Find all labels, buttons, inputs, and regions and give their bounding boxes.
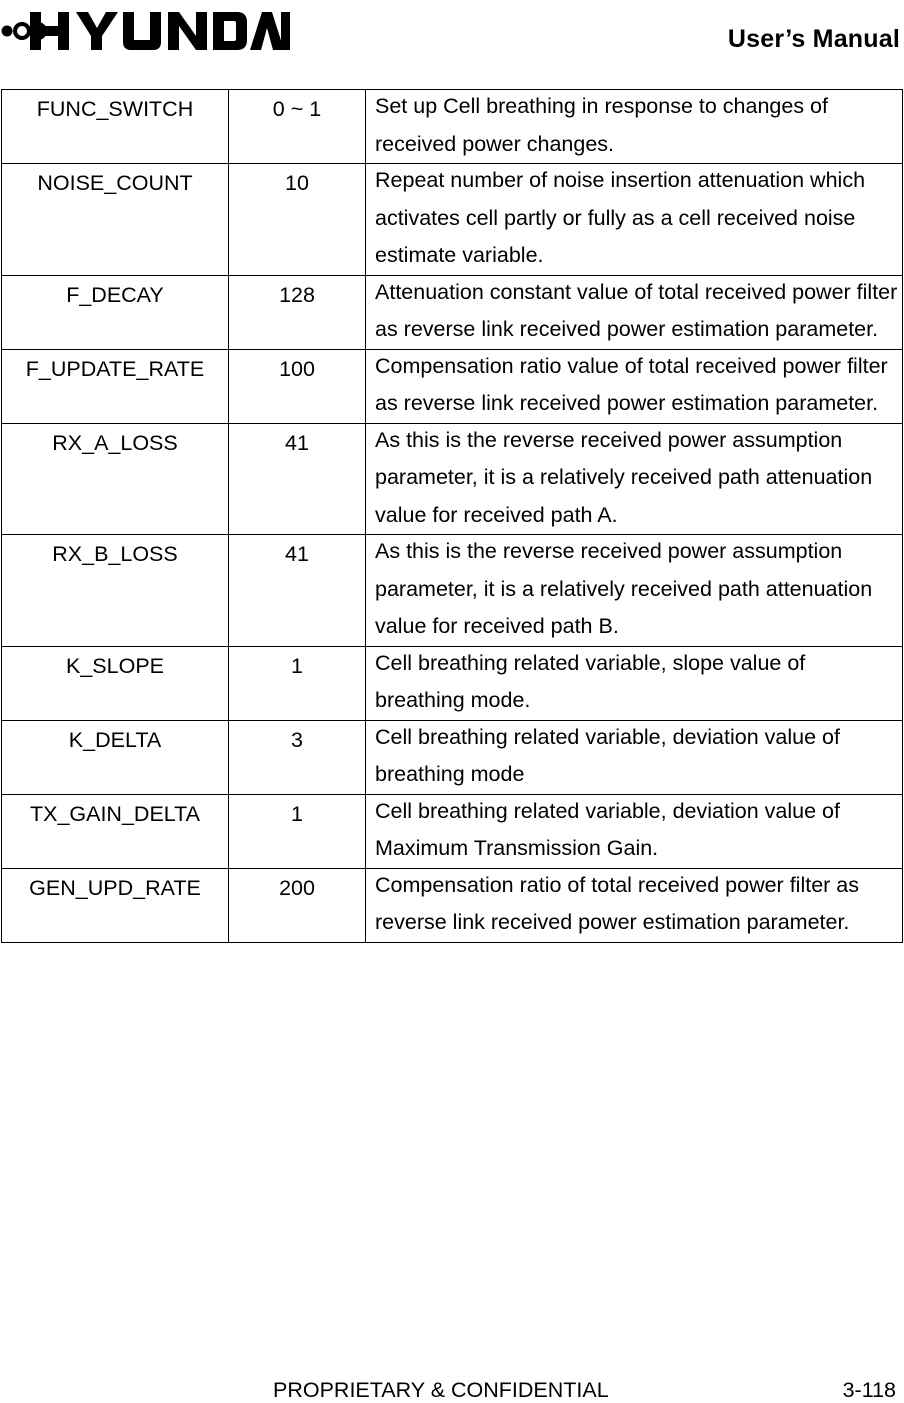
param-value-cell: 41 (229, 423, 366, 535)
table-row (2, 275, 903, 349)
param-description-cell (366, 868, 903, 942)
param-name-cell: TX_GAIN_DELTA (2, 794, 229, 868)
table-row (2, 794, 903, 868)
param-description-text: Cell breathing related variable, deviation value of breathing mode (375, 724, 840, 786)
table-row (2, 535, 903, 647)
param-name-cell: GEN_UPD_RATE (2, 868, 229, 942)
param-value-cell: 10 (229, 164, 366, 276)
param-description-text: Cell breathing related variable, deviation value of Maximum Transmission Gain. (375, 798, 840, 860)
param-name-cell: FUNC_SWITCH (2, 90, 229, 164)
table-row (2, 646, 903, 720)
manual-title: User’s Manual (727, 25, 900, 53)
param-description-text: Repeat number of noise insertion attenuation which activates cell partly or fully as a cell received noise estimate variable. (375, 168, 866, 267)
param-name-cell: RX_B_LOSS (2, 535, 229, 647)
param-description-cell (366, 720, 903, 794)
param-name-cell: K_DELTA (2, 720, 229, 794)
param-description-cell (366, 90, 903, 164)
param-description-cell (366, 164, 903, 276)
param-name-cell: NOISE_COUNT (2, 164, 229, 276)
table-row (2, 164, 903, 276)
param-name-cell: F_DECAY (2, 275, 229, 349)
table-row (2, 720, 903, 794)
param-name-cell: RX_A_LOSS (2, 423, 229, 535)
table-row (2, 423, 903, 535)
param-value-cell: 3 (229, 720, 366, 794)
param-value-cell: 200 (229, 868, 366, 942)
param-description-cell (366, 535, 903, 647)
param-description-text: Set up Cell breathing in response to changes of received power changes. (375, 94, 828, 156)
parameter-table-body (2, 90, 903, 943)
param-description-text: Attenuation constant value of total received power filter as reverse link received power estimation parameter. (375, 279, 898, 341)
param-value-cell: 1 (229, 794, 366, 868)
param-name-cell: K_SLOPE (2, 646, 229, 720)
hyundai-logo (0, 4, 300, 48)
confidential-notice: PROPRIETARY & CONFIDENTIAL (273, 1378, 609, 1402)
param-description-text: Compensation ratio of total received power filter as reverse link received power estimation parameter. (375, 872, 859, 934)
table-row (2, 868, 903, 942)
param-value-cell: 100 (229, 349, 366, 423)
param-value-cell: 1 (229, 646, 366, 720)
page-header (0, 0, 904, 60)
param-value-cell: 41 (229, 535, 366, 647)
param-value-cell: 128 (229, 275, 366, 349)
page-footer (0, 1378, 904, 1402)
table-row (2, 349, 903, 423)
param-description-cell (366, 423, 903, 535)
page-number: 3-118 (842, 1378, 896, 1402)
param-description-text: Compensation ratio value of total received power filter as reverse link received power estimation parameter. (375, 353, 888, 415)
table-row (2, 90, 903, 164)
param-description-text: As this is the reverse received power assumption parameter, it is a relatively received path attenuation value for received path A. (375, 427, 873, 527)
param-name-cell: F_UPDATE_RATE (2, 349, 229, 423)
param-description-cell (366, 349, 903, 423)
param-description-cell (366, 275, 903, 349)
param-description-cell (366, 794, 903, 868)
param-description-cell (366, 646, 903, 720)
param-value-cell: 0 ~ 1 (229, 90, 366, 164)
param-description-text: As this is the reverse received power assumption parameter, it is a relatively received path attenuation value for received path B. (375, 539, 873, 638)
parameter-table (1, 89, 903, 943)
param-description-text: Cell breathing related variable, slope value of breathing mode. (375, 650, 806, 712)
hyundai-logo-icon (0, 4, 300, 52)
